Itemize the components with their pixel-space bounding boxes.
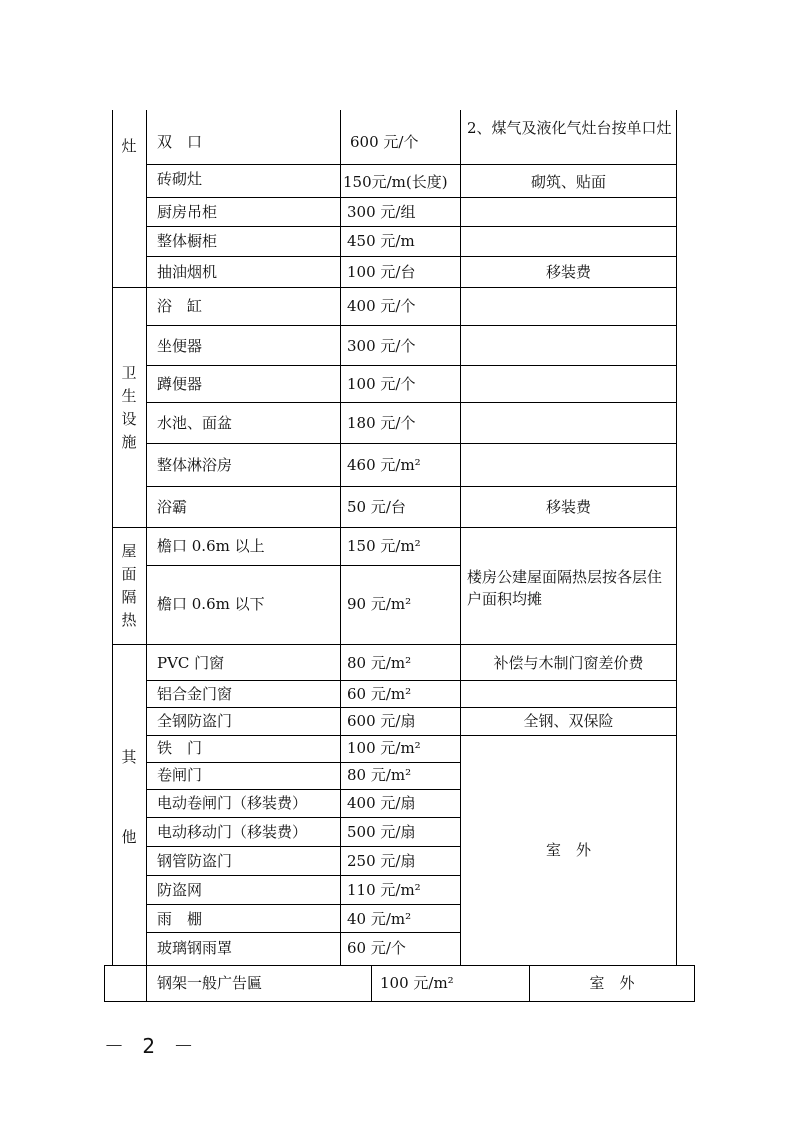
grid-line	[146, 197, 677, 198]
note-cell: 全钢、双保险	[523, 712, 614, 730]
item-cell: 坐便器	[157, 337, 203, 355]
grid-line	[146, 256, 677, 257]
grid-line	[104, 965, 105, 1002]
category-other-2: 他	[121, 828, 137, 846]
page-number: － 2 －	[104, 1034, 200, 1058]
grid-line	[112, 527, 677, 528]
grid-line	[146, 110, 147, 965]
item-cell: 钢管防盗门	[157, 852, 233, 870]
grid-line	[146, 817, 461, 818]
price-cell: 500 元/扇	[347, 823, 416, 841]
grid-line	[112, 287, 677, 288]
grid-line	[104, 965, 695, 966]
grid-line	[146, 965, 147, 1002]
grid-line	[146, 164, 677, 165]
last-row-note: 室 外	[589, 974, 635, 992]
price-cell: 80 元/m²	[347, 654, 412, 672]
price-cell: 40 元/m²	[347, 910, 412, 928]
grid-line	[146, 486, 677, 487]
grid-line	[146, 226, 677, 227]
price-cell: 300 元/组	[347, 203, 416, 221]
roof-note-cell	[467, 566, 672, 610]
item-cell: 浴霸	[157, 498, 188, 516]
grid-line	[146, 325, 677, 326]
item-cell: 檐口 0.6m 以下	[157, 595, 265, 613]
item-cell: 抽油烟机	[157, 263, 218, 281]
grid-line	[146, 932, 461, 933]
item-cell: 水池、面盆	[157, 414, 233, 432]
category-sanitary: 卫生设施	[121, 364, 137, 451]
grid-line	[146, 365, 677, 366]
price-cell: 250 元/扇	[347, 852, 416, 870]
category-stove: 灶	[121, 137, 137, 155]
note-cell: 砌筑、贴面	[530, 173, 606, 191]
item-cell: 檐口 0.6m 以上	[157, 537, 265, 555]
grid-line	[146, 762, 461, 763]
note-cell: 2、煤气及液化气灶台按单口灶	[467, 119, 672, 137]
item-cell: 雨 棚	[157, 910, 203, 928]
grid-line	[146, 846, 461, 847]
item-cell: 全钢防盗门	[157, 712, 233, 730]
category-other-1: 其	[121, 748, 137, 766]
price-cell: 400 元/扇	[347, 794, 416, 812]
last-row-item: 钢架一般广告匾	[157, 974, 263, 992]
price-cell: 600 元/个	[350, 133, 419, 151]
price-cell: 180 元/个	[347, 414, 416, 432]
price-cell: 150 元/m²	[347, 537, 421, 555]
item-cell: 铁 门	[157, 739, 203, 757]
price-cell: 460 元/m²	[347, 456, 421, 474]
category-roof: 屋面隔热	[121, 542, 137, 629]
grid-line	[146, 904, 461, 905]
item-cell: 砖砌灶	[157, 170, 203, 188]
price-cell: 150元/m(长度)	[343, 173, 448, 191]
outdoor-note-cell: 室 外	[545, 841, 591, 859]
price-cell: 50 元/台	[347, 498, 406, 516]
item-cell: 防盗网	[157, 881, 203, 899]
grid-line	[104, 1001, 695, 1002]
grid-line	[112, 110, 113, 965]
price-cell: 60 元/个	[347, 939, 406, 957]
grid-line	[694, 965, 695, 1002]
grid-line	[146, 875, 461, 876]
price-cell: 450 元/m	[347, 232, 415, 250]
item-cell: 铝合金门窗	[157, 685, 233, 703]
note-cell: 移装费	[545, 263, 591, 281]
price-cell: 300 元/个	[347, 337, 416, 355]
item-cell: 电动移动门（移装费）	[157, 823, 308, 841]
last-row-price: 100 元/m²	[380, 974, 454, 992]
grid-line	[676, 110, 677, 965]
grid-line	[146, 789, 461, 790]
price-cell: 100 元/m²	[347, 739, 421, 757]
grid-line	[146, 565, 461, 566]
item-cell: PVC 门窗	[157, 654, 225, 672]
roof-note-text: 楼房公建屋面隔热层按各层住户面积均摊	[467, 568, 663, 608]
item-cell: 双 口	[157, 133, 203, 151]
item-cell: 电动卷闸门（移装费）	[157, 794, 308, 812]
price-cell: 90 元/m²	[347, 595, 412, 613]
price-cell: 60 元/m²	[347, 685, 412, 703]
grid-line	[460, 110, 461, 965]
price-cell: 80 元/m²	[347, 766, 412, 784]
item-cell: 玻璃钢雨罩	[157, 939, 233, 957]
grid-line	[371, 965, 372, 1002]
grid-line	[146, 680, 677, 681]
price-cell: 100 元/个	[347, 375, 416, 393]
item-cell: 卷闸门	[157, 766, 203, 784]
grid-line	[340, 110, 341, 965]
price-cell: 400 元/个	[347, 297, 416, 315]
grid-line	[146, 707, 677, 708]
grid-line	[146, 735, 677, 736]
item-cell: 整体淋浴房	[157, 456, 233, 474]
item-cell: 浴 缸	[157, 297, 203, 315]
price-cell: 600 元/扇	[347, 712, 416, 730]
grid-line	[146, 443, 677, 444]
item-cell: 厨房吊柜	[157, 203, 218, 221]
price-cell: 100 元/台	[347, 263, 416, 281]
note-cell: 移装费	[545, 498, 591, 516]
item-cell: 整体橱柜	[157, 232, 218, 250]
note-cell: 补偿与木制门窗差价费	[493, 654, 644, 672]
grid-line	[146, 402, 677, 403]
item-cell: 蹲便器	[157, 375, 203, 393]
price-cell: 110 元/m²	[347, 881, 421, 899]
grid-line	[112, 644, 677, 645]
